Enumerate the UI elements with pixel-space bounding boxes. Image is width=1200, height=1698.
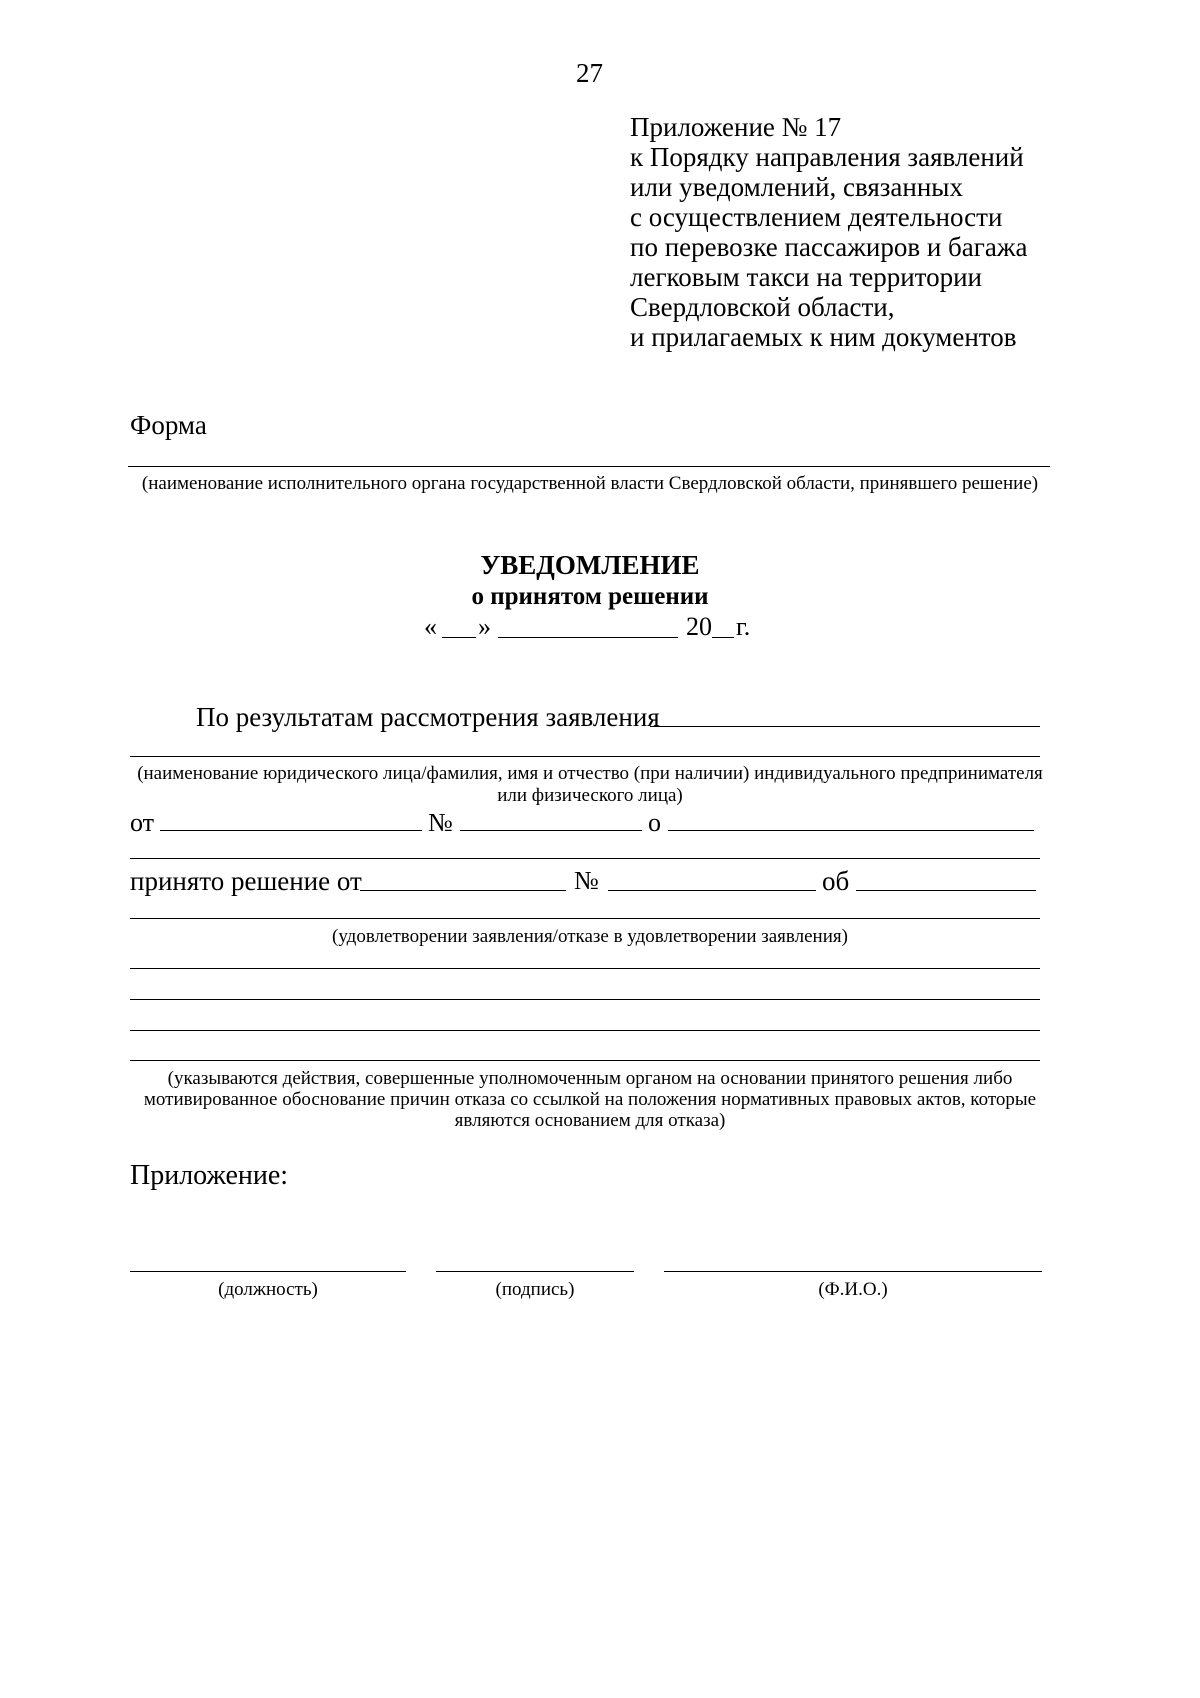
- decision-label: принято решение от: [130, 866, 362, 896]
- signature-caption: (подпись): [495, 1279, 575, 1300]
- from-subject-field[interactable]: [668, 830, 1034, 831]
- full-name-field[interactable]: [664, 1271, 1042, 1272]
- date-year-field[interactable]: [712, 637, 734, 638]
- date-day-field[interactable]: [442, 637, 476, 638]
- appendix-line: легковым такси на территории: [630, 262, 983, 292]
- decision-about-field-continued[interactable]: [130, 918, 1040, 919]
- decision-number-label: №: [574, 866, 599, 895]
- applicant-field-continued[interactable]: [130, 756, 1040, 757]
- review-label: По результатам рассмотрения заявления: [196, 702, 660, 732]
- date-close-quote: »: [478, 612, 491, 641]
- from-number-field[interactable]: [460, 830, 642, 831]
- date-month-field[interactable]: [498, 637, 678, 638]
- date-year-suffix: г.: [736, 612, 751, 641]
- appendix-line: к Порядку направления заявлений: [630, 142, 1024, 172]
- from-number-label: №: [428, 808, 453, 837]
- signature-field[interactable]: [436, 1271, 634, 1272]
- decision-about-field[interactable]: [856, 890, 1036, 891]
- from-label: от: [130, 808, 155, 837]
- document-subtitle: о принятом решении: [471, 583, 709, 610]
- actions-caption-line1: (указываются действия, совершенные уполномоченным органом на основании принятого решения либо: [167, 1068, 1013, 1089]
- decision-caption: (удовлетворении заявления/отказе в удовлетворении заявления): [332, 926, 848, 947]
- appendix-line: и прилагаемых к ним документов: [630, 322, 1017, 352]
- from-date-field[interactable]: [160, 830, 422, 831]
- page-number: 27: [576, 58, 603, 88]
- full-name-caption: (Ф.И.О.): [818, 1279, 888, 1300]
- decision-date-field[interactable]: [360, 890, 566, 891]
- appendix-line: Приложение № 17: [630, 112, 842, 142]
- authority-caption: (наименование исполнительного органа государственной власти Свердловской области, принявшего решение): [141, 473, 1039, 494]
- applicant-field[interactable]: [650, 726, 1040, 727]
- applicant-caption-line1: (наименование юридического лица/фамилия, имя и отчество (при наличии) индивидуального предпринимателя: [137, 763, 1043, 784]
- actions-field-2[interactable]: [130, 999, 1040, 1000]
- appendix-line: по перевозке пассажиров и багажа: [630, 232, 1028, 262]
- actions-caption-line3: являются основанием для отказа): [454, 1110, 726, 1131]
- position-caption: (должность): [218, 1279, 318, 1300]
- actions-caption-line2: мотивированное обоснование причин отказа со ссылкой на положения нормативных правовых актов, которые: [143, 1089, 1037, 1110]
- from-subject-field-continued[interactable]: [130, 858, 1040, 859]
- date-open-quote: «: [424, 612, 437, 641]
- decision-about-label: об: [822, 866, 850, 896]
- document-title: УВЕДОМЛЕНИЕ: [480, 550, 700, 580]
- date-year-prefix: 20: [686, 612, 712, 641]
- from-subject-label: о: [648, 808, 661, 837]
- applicant-caption-line2: или физического лица): [497, 785, 683, 806]
- authority-field[interactable]: [128, 466, 1050, 467]
- attachment-label: Приложение:: [130, 1160, 289, 1191]
- position-field[interactable]: [130, 1271, 406, 1272]
- decision-number-field[interactable]: [608, 890, 816, 891]
- appendix-block: [630, 112, 1027, 352]
- appendix-line: с осуществлением деятельности: [630, 202, 1003, 232]
- appendix-line: или уведомлений, связанных: [630, 172, 963, 202]
- appendix-line: Свердловской области,: [630, 292, 895, 322]
- actions-field-1[interactable]: [130, 968, 1040, 969]
- form-label: Форма: [130, 410, 207, 440]
- actions-field-4[interactable]: [130, 1060, 1040, 1061]
- actions-field-3[interactable]: [130, 1030, 1040, 1031]
